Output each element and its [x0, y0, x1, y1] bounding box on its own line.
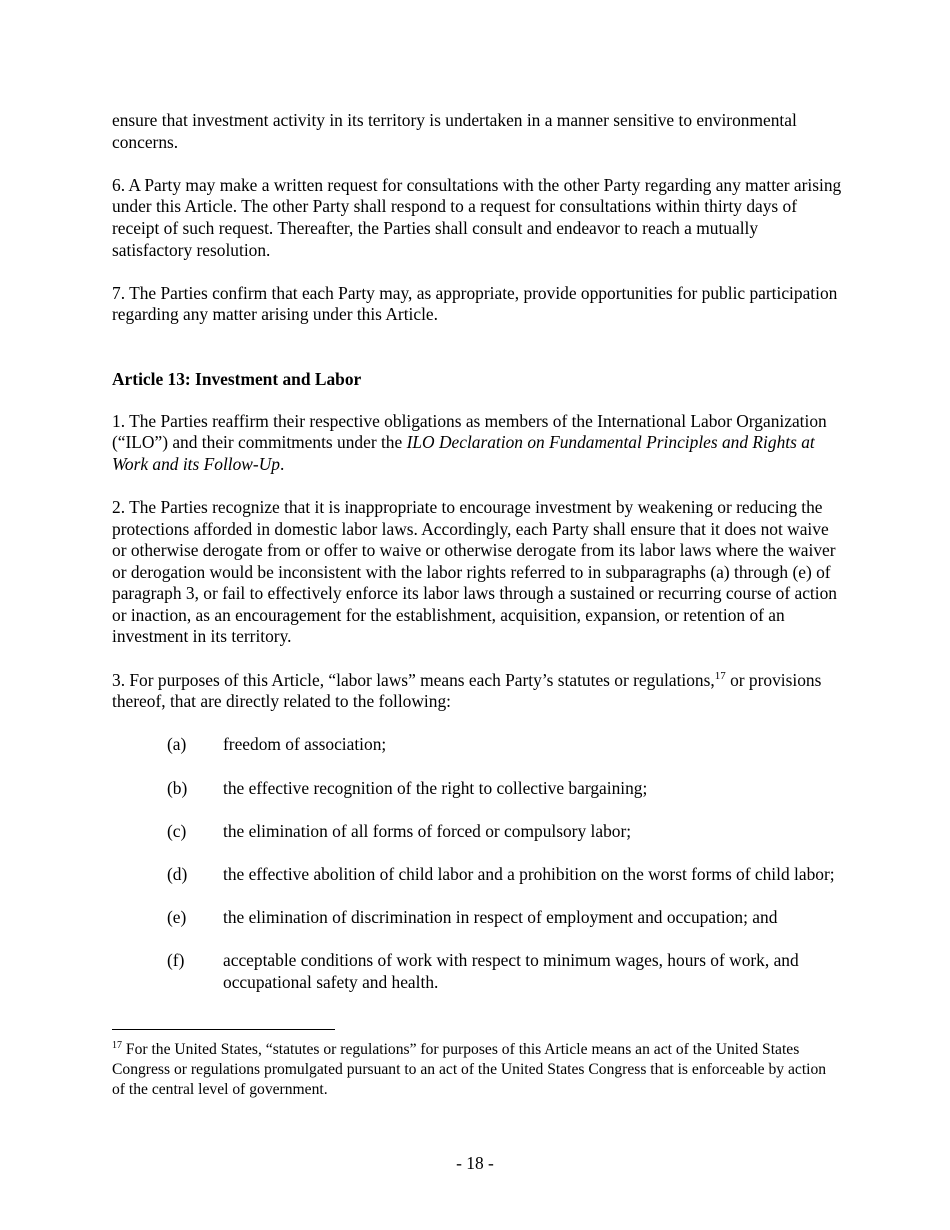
paragraph-1-end: . [279, 453, 285, 474]
paragraph-1-text: 1. The Parties reaffirm their respective obligations as members of the International Labor Organization (“ILO”) and their commitments under the [112, 410, 827, 453]
footnote-divider [112, 1029, 335, 1030]
paragraph-7: 7. The Parties confirm that each Party may, as appropriate, provide opportunities for public participation regarding any matter arising under this Article. [112, 282, 838, 325]
list-item-text: the elimination of all forms of forced or compulsory labor; [223, 820, 632, 841]
paragraph-3-text: 3. For purposes of this Article, “labor laws” means each Party’s statutes or regulations, [112, 669, 715, 690]
list-item [112, 734, 842, 756]
list-item-label: (a) [167, 734, 187, 755]
list-item-text: the effective recognition of the right to collective bargaining; [223, 777, 648, 798]
continuation-paragraph: ensure that investment activity in its territory is undertaken in a manner sensitive to environmental concerns. [112, 110, 797, 152]
list-item-text: acceptable conditions of work with respect to minimum wages, hours of work, and occupational safety and health. [223, 950, 799, 992]
document-body [112, 110, 842, 1015]
ilo-declaration-title: ILO Declaration on Fundamental Principles and Rights at Work and its Follow-Up [112, 432, 815, 474]
list-item [112, 821, 842, 843]
list-item-label: (e) [167, 907, 187, 928]
list-item-text: the effective abolition of child labor and a prohibition on the worst forms of child labor; [223, 864, 835, 884]
footnote-text: For the United States, “statutes or regulations” for purposes of this Article means an act of the United States Congress or regulations promulgated pursuant to an act of the United States Congress that is enforceable by action of the central level of government. [112, 1041, 827, 1098]
footnote-17 [112, 1040, 840, 1100]
list-item [112, 864, 842, 886]
paragraph-3-end: or provisions thereof, that are directly related to the following: [112, 669, 822, 712]
article-13-paragraph-3 [112, 670, 842, 713]
list-item [112, 778, 842, 800]
article-13-heading: Article 13: Investment and Labor [112, 368, 362, 389]
list-item [112, 950, 842, 993]
footnote-reference[interactable]: 17 [714, 669, 726, 682]
article-13-paragraph-1 [112, 411, 842, 476]
list-item-label: (f) [167, 950, 185, 971]
paragraph-6: 6. A Party may make a written request for consultations with the other Party regarding any matter arising under this Article. The other Party shall respond to a request for consultations within thirty days of receipt of such request. Thereafter, the Parties shall consult and endeavor to reach a mutually satisfactory resolution. [112, 174, 842, 260]
list-item-text: the elimination of discrimination in respect of employment and occupation; and [223, 907, 778, 928]
list-item [112, 907, 842, 929]
footnote-number: 17 [112, 1040, 122, 1051]
page-number: - 18 - [456, 1153, 494, 1173]
list-item-label: (b) [167, 777, 188, 798]
list-item-label: (c) [167, 820, 187, 841]
list-item-label: (d) [167, 864, 188, 884]
article-13-paragraph-2: 2. The Parties recognize that it is inappropriate to encourage investment by weakening or reducing the protections afforded in domestic labor laws. Accordingly, each Party shall ensure that it does not waive or otherwise derogate from or offer to waive or otherwise derogate from its labor laws where the waiver or derogation would be inconsistent with the labor rights referred to in subparagraphs (a) through (e) of paragraph 3, or fail to effectively enforce its labor laws through a sustained or recurring course of action or inaction, as an encouragement for the establishment, acquisition, expansion, or retention of an investment in its territory. [112, 496, 837, 647]
list-item-text: freedom of association; [223, 734, 387, 755]
